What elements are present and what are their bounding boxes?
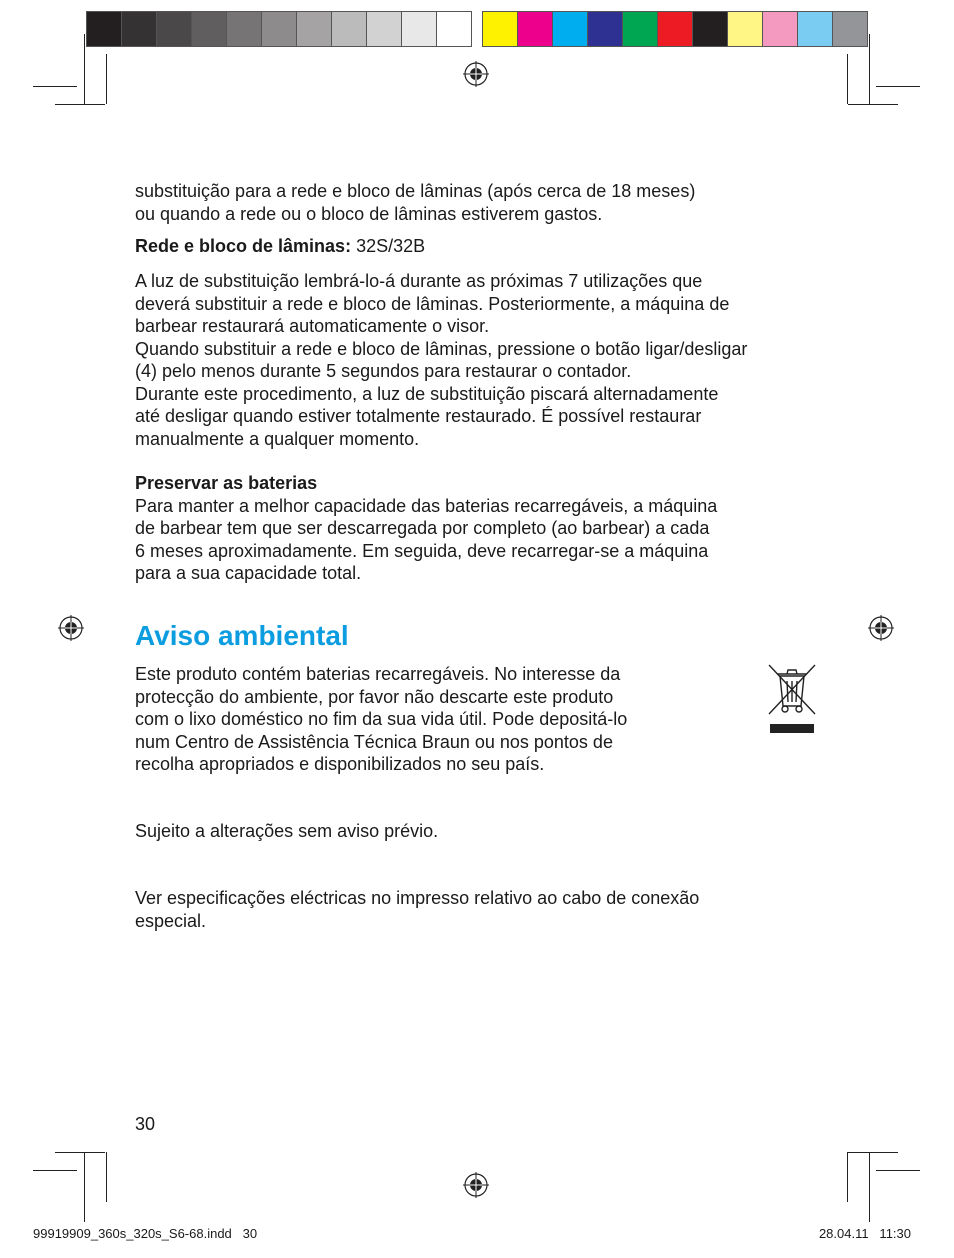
color-swatch (482, 11, 518, 47)
crop-mark (869, 34, 870, 104)
crop-mark (33, 1170, 77, 1171)
text-line: manualmente a qualquer momento. (135, 428, 420, 449)
color-swatch (553, 11, 588, 47)
gray-swatch (262, 11, 297, 47)
crop-mark (84, 34, 85, 104)
text-line: (4) pelo menos durante 5 segundos para restaurar o contador. (135, 361, 632, 381)
text-line: Quando substituir a rede e bloco de lâminas, pressione o botão ligar/desligar (135, 338, 748, 359)
intro-paragraph (135, 180, 835, 225)
color-swatch (798, 11, 833, 47)
gray-swatch (332, 11, 367, 47)
battery-heading: Preservar as baterias (135, 473, 318, 493)
parts-paragraph (135, 235, 835, 258)
gray-swatch (367, 11, 402, 47)
gray-swatch (86, 11, 122, 47)
gray-swatch (402, 11, 437, 47)
battery-section (135, 472, 835, 585)
color-swatch (728, 11, 763, 47)
notice-paragraph (135, 820, 835, 843)
text-line: 6 meses aproximadamente. Em seguida, deve recarregar-se a máquina (135, 540, 709, 561)
color-swatch (518, 11, 553, 47)
gray-swatch (192, 11, 227, 47)
color-swatch (833, 11, 868, 47)
gray-swatch (157, 11, 192, 47)
parts-line (135, 235, 835, 258)
crop-mark (847, 1152, 848, 1202)
specification-paragraph (135, 887, 835, 932)
parts-value: 32S/32B (351, 236, 426, 256)
page-number: 30 (135, 1114, 156, 1134)
text-line: especial. (135, 910, 207, 931)
file-slug: 99919909_360s_320s_S6-68.indd 30 (33, 1226, 258, 1241)
text-line: Para manter a melhor capacidade das baterias recarregáveis, a máquina (135, 495, 718, 516)
text-line: com o lixo doméstico no fim da sua vida útil. Pode depositá-lo (135, 709, 628, 729)
text-line: de barbear tem que ser descarregada por completo (ao barbear) a cada (135, 518, 710, 538)
color-swatch (658, 11, 693, 47)
crop-mark (848, 104, 898, 105)
environment-paragraph (135, 663, 735, 776)
grayscale-color-bar (86, 11, 472, 47)
crossed-out-wheelie-bin-icon (766, 662, 818, 736)
text-line: num Centro de Assistência Técnica Braun ou nos pontos de (135, 731, 613, 752)
text-line: até desligar quando estiver totalmente restaurado. É possível restaurar (135, 406, 702, 426)
registration-mark-icon (868, 615, 894, 641)
crop-mark (848, 1152, 898, 1153)
text-line: substituição para a rede e bloco de lâminas (após cerca de 18 meses) (135, 181, 696, 201)
color-swatch (693, 11, 728, 47)
reminder-paragraph (135, 270, 835, 450)
color-swatch (623, 11, 658, 47)
crop-mark (55, 1152, 105, 1153)
process-color-bar (482, 11, 868, 47)
text-line: Ver especificações eléctricas no impresso relativo ao cabo de conexão (135, 888, 700, 908)
registration-mark-icon (463, 1172, 489, 1198)
crop-mark (876, 86, 920, 87)
environment-heading: Aviso ambiental (135, 620, 349, 651)
crop-mark (876, 1170, 920, 1171)
crop-mark (55, 104, 105, 105)
text-line: Durante este procedimento, a luz de substituição piscará alternadamente (135, 383, 719, 404)
crop-mark (33, 86, 77, 87)
text-line: protecção do ambiente, por favor não descarte este produto (135, 686, 614, 707)
timestamp-slug: 28.04.11 11:30 (818, 1226, 911, 1241)
text-line: barbear restaurará automaticamente o visor. (135, 316, 490, 336)
text-line: deverá substituir a rede e bloco de lâminas. Posteriormente, a máquina de (135, 293, 730, 314)
gray-swatch (297, 11, 332, 47)
crop-mark (869, 1152, 870, 1222)
color-swatch (763, 11, 798, 47)
crop-mark (84, 1152, 85, 1222)
crop-mark (106, 54, 107, 104)
text-line: para a sua capacidade total. (135, 563, 362, 583)
color-swatch (588, 11, 623, 47)
text-line: ou quando a rede ou o bloco de lâminas estiverem gastos. (135, 203, 603, 224)
gray-swatch (227, 11, 262, 47)
gray-swatch (437, 11, 472, 47)
gray-swatch (122, 11, 157, 47)
parts-label: Rede e bloco de lâminas: (135, 236, 352, 256)
text-line: recolha apropriados e disponibilizados no seu país. (135, 754, 545, 774)
registration-mark-icon (463, 61, 489, 87)
text-line: Este produto contém baterias recarregáveis. No interesse da (135, 664, 621, 684)
text-line: A luz de substituição lembrá-lo-á durante as próximas 7 utilizações que (135, 271, 703, 291)
registration-mark-icon (58, 615, 84, 641)
crop-mark (106, 1152, 107, 1202)
crop-mark (847, 54, 848, 104)
text-line: Sujeito a alterações sem aviso prévio. (135, 821, 439, 841)
